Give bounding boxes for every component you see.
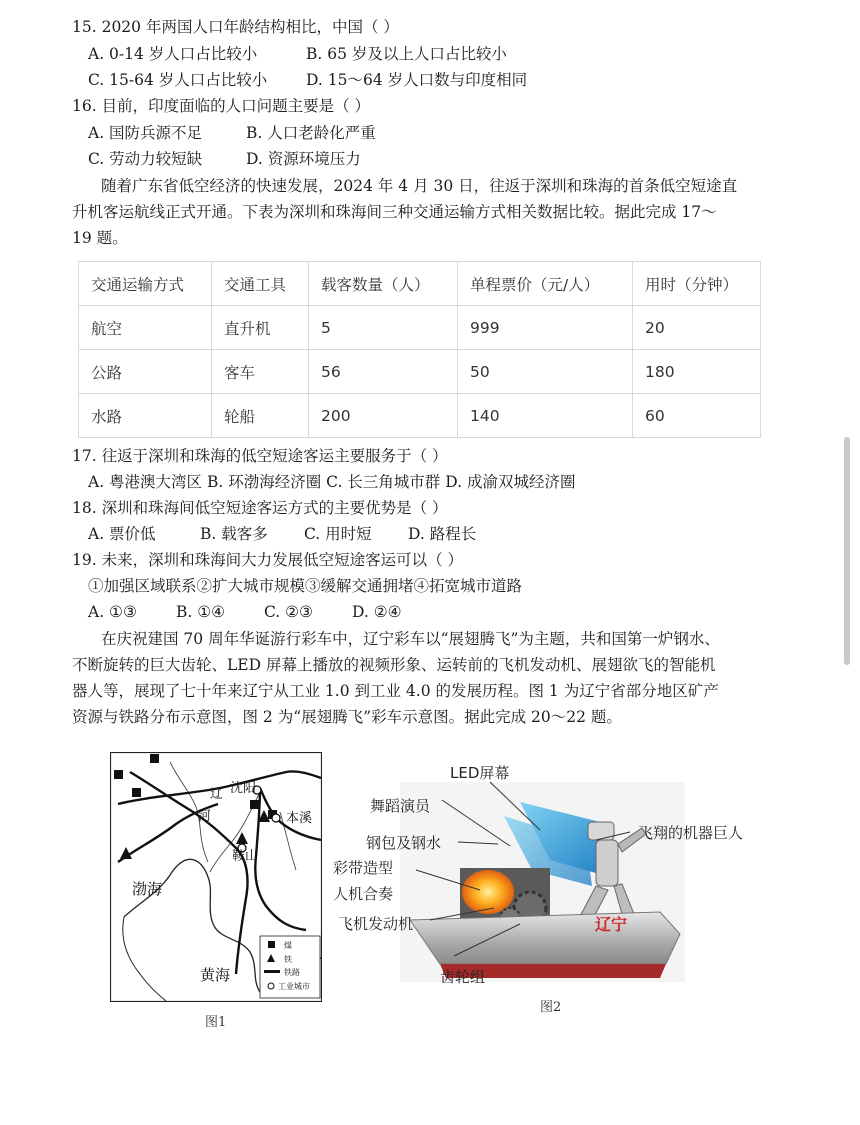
legend-railway-label: 铁路 [284,968,300,977]
table-cell: 轮船 [212,394,309,438]
q18-stem: 18. 深圳和珠海间低空短途客运方式的主要优势是（ ） [72,499,448,517]
q16-option-a: A. 国防兵源不足 [88,124,203,142]
q15-options-row2 [88,69,527,91]
map-label-shenyang: 沈阳 [230,781,257,796]
q17-stem: 17. 往返于深圳和珠海的低空短途客运主要服务于（ ） [72,447,448,465]
legend-iron-label: 铁 [284,955,292,964]
map-label-benxi: 本溪 [286,811,313,826]
q15-option-b: B. 65 岁及以上人口占比较小 [306,45,507,63]
coal-symbol [250,800,259,809]
map-label-bohai: 渤海 [132,880,163,898]
q16-stem: 16. 目前，印度面临的人口问题主要是（ ） [72,97,371,115]
q19-choices: ①加强区域联系②扩大城市规模③缓解交通拥堵④拓宽城市道路 [88,577,523,595]
q16-option-d: D. 资源环境压力 [246,150,361,168]
liaoning-map [110,752,322,1002]
table-cell: 60 [633,394,761,438]
table-cell: 140 [458,394,633,438]
fig2-label-steel: 钢包及钢水 [366,834,442,852]
fig2-label-gears: 齿轮组 [440,968,486,986]
intro1-line3: 19 题。 [72,229,128,247]
q19-option-d: D. ②④ [352,603,402,621]
ship-liaoning-text: 辽宁 [595,915,628,934]
table-row [79,350,761,394]
q15-stem: 15. 2020 年两国人口年龄结构相比，中国（ ） [72,18,399,36]
fig2-label-dancer: 舞蹈演员 [370,797,431,815]
q19-option-b: B. ①④ [176,603,226,621]
table-header-row [79,262,761,306]
intro1-line1: 随着广东省低空经济的快速发展，2024 年 4 月 30 日，往返于深圳和珠海的首条低空短途直 [101,177,738,195]
q16-options-row1 [88,122,376,144]
intro2-line2: 不断旋转的巨大齿轮、LED 屏幕上播放的视频形象、运转前的飞机发动机、展翅欲飞的智能机 [72,656,716,674]
legend-coal-label: 煤 [284,941,292,950]
table-cell: 180 [633,350,761,394]
table-header: 单程票价（元/人） [458,262,633,306]
q15-option-d: D. 15～64 岁人口数与印度相同 [306,71,528,89]
table-cell: 50 [458,350,633,394]
table-cell: 直升机 [212,306,309,350]
intro2-line4: 资源与铁路分布示意图，图 2 为“展翅腾飞”彩车示意图。据此完成 20～22 题。 [72,708,622,726]
intro1-line2: 升机客运航线正式开通。下表为深圳和珠海间三种交通运输方式相关数据比较。据此完成 17～ [72,203,717,221]
q18-option-c: C. 用时短 [304,525,372,543]
coal-symbol [132,788,141,797]
map-label-huanghai: 黄海 [200,966,231,984]
map-label-liao: 辽 [210,787,224,802]
legend-railway-icon [264,970,280,973]
table-cell: 20 [633,306,761,350]
legend-coal-icon [268,941,275,948]
fig2-label-led: LED屏幕 [450,764,510,782]
coal-symbol [150,754,159,763]
q17-options: A. 粤港澳大湾区 B. 环渤海经济圈 C. 长三角城市群 D. 成渝双城经济圈 [88,473,576,491]
map-legend [260,936,320,998]
table-cell: 999 [458,306,633,350]
q18-option-d: D. 路程长 [408,525,477,543]
table-row [79,306,761,350]
q16-option-b: B. 人口老龄化严重 [246,124,376,142]
map-label-he: 河 [198,809,212,824]
q15-option-a: A. 0-14 岁人口占比较小 [88,45,258,63]
q18-option-b: B. 载客多 [200,525,268,543]
table-cell: 客车 [212,350,309,394]
table-row [79,394,761,438]
fig2-label-engine: 飞机发动机 [338,915,414,933]
figure1-caption: 图1 [205,1015,227,1030]
q19-options [88,601,402,623]
legend-city-icon [268,983,274,989]
fig2-label-ribbon: 彩带造型 [333,859,394,877]
q15-option-c: C. 15-64 岁人口占比较小 [88,71,268,89]
map-label-anshan: 鞍山 [232,849,259,864]
q15-options-row1 [88,43,507,65]
city-marker-benxi [272,814,280,822]
q18-options [88,523,476,545]
q19-option-c: C. ②③ [264,603,313,621]
table-cell: 200 [309,394,458,438]
q19-option-a: A. ①③ [88,603,137,621]
table-cell: 56 [309,350,458,394]
table-cell: 航空 [79,306,212,350]
table-header: 交通工具 [212,262,309,306]
q19-stem: 19. 未来，深圳和珠海间大力发展低空短途客运可以（ ） [72,551,464,569]
q16-option-c: C. 劳动力较短缺 [88,150,203,168]
vertical-scrollbar-thumb[interactable] [844,437,850,665]
intro2-line1: 在庆祝建国 70 周年华诞游行彩车中，辽宁彩车以“展翅腾飞”为主题，共和国第一炉钢水、 [101,630,720,648]
table-cell: 水路 [79,394,212,438]
coal-symbol [114,770,123,779]
fig2-label-robot: 飞翔的机器巨人 [638,824,744,842]
table-cell: 公路 [79,350,212,394]
q16-options-row2 [88,148,361,170]
figure2-caption: 图2 [540,1000,562,1015]
table-header: 交通运输方式 [79,262,212,306]
table-cell: 5 [309,306,458,350]
intro2-line3: 器人等，展现了七十年来辽宁从工业 1.0 到工业 4.0 的发展历程。图 1 为辽宁省部分地区矿产 [72,682,719,700]
q18-option-a: A. 票价低 [88,525,156,543]
table-header: 用时（分钟） [633,262,761,306]
table-header: 载客数量（人） [309,262,458,306]
fig2-label-human-machine: 人机合奏 [333,885,394,903]
transport-comparison-table [78,261,761,438]
legend-city-label: 工业城市 [278,982,310,991]
